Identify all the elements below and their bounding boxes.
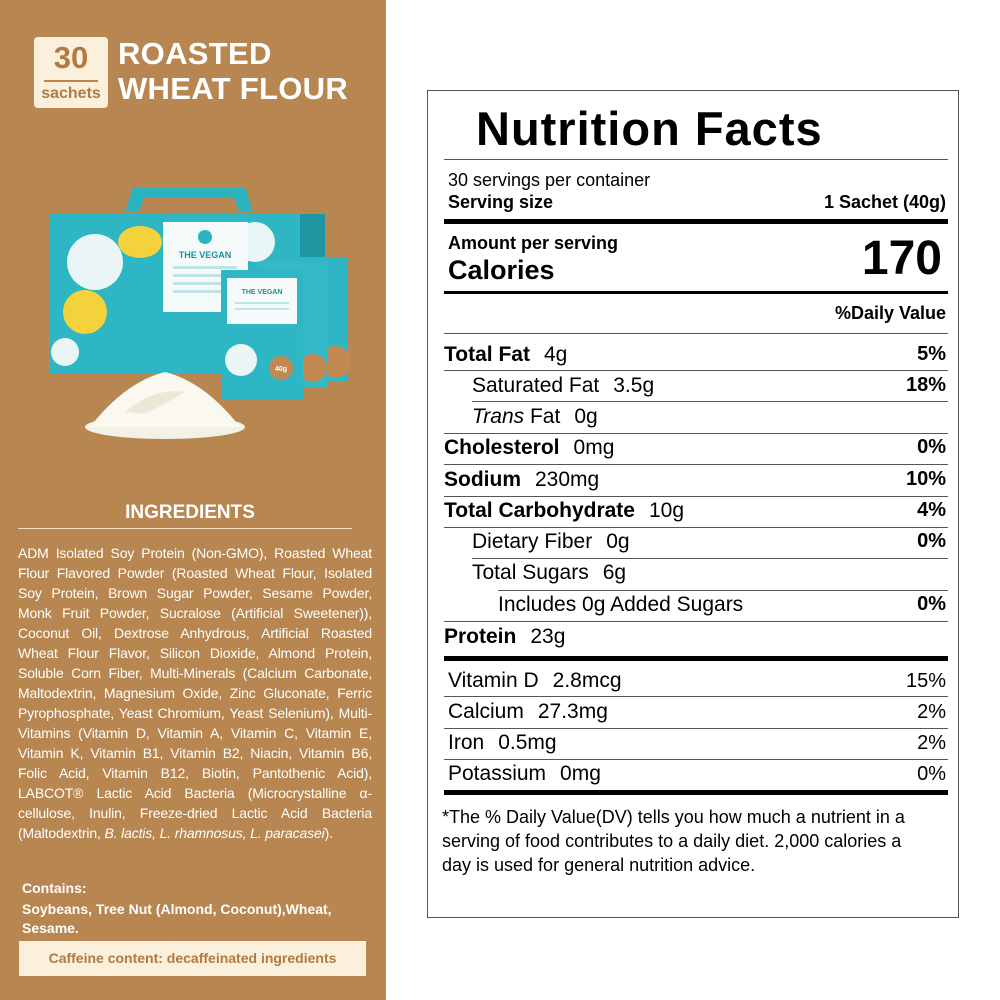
serving-size-value: 1 Sachet (40g) [823, 192, 946, 212]
row-cholesterol [444, 436, 614, 460]
pct-calcium: 2% [917, 701, 946, 723]
ingredients-species: B. lactis, L. rhamnosus, L. paracasei [104, 825, 325, 841]
divider [444, 696, 948, 697]
nutrient-amount: 3.5g [613, 374, 655, 397]
nutrient-label: Saturated Fat [472, 374, 600, 397]
nutrient-label: Total Carbohydrate [444, 499, 635, 522]
contains-label: Contains: [22, 880, 87, 896]
nutrient-amount: 230mg [535, 468, 600, 491]
nutrient-amount: 0.5mg [498, 731, 557, 754]
row-trans-fat [472, 405, 598, 429]
nutrient-amount: 4g [543, 343, 568, 366]
product-title-line-1: ROASTED [118, 36, 272, 71]
nutrient-label-italic: Trans [472, 405, 525, 428]
divider [444, 527, 948, 528]
pct-iron: 2% [917, 732, 946, 754]
ingredients-main: ADM Isolated Soy Protein (Non-GMO), Roasted Wheat Flour Flavored Powder (Roasted Wheat Flour, Isolated Soy Protein, Brown Sugar Powder, Sesame Powder, Monk Fruit Powder, Sucralose (Artificial Sweetener)), Coconut Oil, Dextrose Anhydrous, Artificial Roasted Wheat Flour Flavor, Silicon Dioxide, Almond Protein, Soluble Corn Fiber, Multi-Minerals (Calcium Carbonate, Maltodextrin, Magnesium Oxide, Zinc Gluconate, Ferric Pyrophosphate, Yeast Chromium, Yeast Selenium), Multi-Vitamins (Vitamin D, Vitamin A, Vitamin C, Vitamin E, Vitamin K, Vitamin B1, Vitamin B2, Niacin, Vitamin B6, Folic Acid, Vitamin B12, Biotin, Pantothenic Acid), LABCOT® Lactic Acid Bacteria (Microcrystalline α-cellulose, Inulin, Freeze-dried Lactic Acid Bacteria (Maltodextrin, [18, 545, 372, 841]
product-title-line-2: WHEAT FLOUR [118, 71, 349, 106]
nutrient-label: Iron [448, 731, 485, 754]
nutrient-amount: 27.3mg [537, 700, 608, 723]
sachet-unit: sachets [41, 85, 101, 102]
divider-thick [444, 656, 948, 661]
divider [444, 621, 948, 622]
divider [444, 370, 948, 371]
row-saturated-fat [472, 374, 654, 398]
product-panel [0, 0, 386, 1000]
row-total-carbohydrate [444, 499, 684, 523]
nutrient-amount: 0g [574, 405, 598, 428]
divider-thick [444, 219, 948, 224]
ingredients-heading: INGREDIENTS [125, 502, 255, 523]
divider-mid [444, 291, 948, 294]
divider [472, 558, 948, 559]
calories-label: Calories [448, 255, 555, 285]
sachet-count-badge [34, 37, 108, 108]
pct-vitamin-d: 15% [905, 670, 946, 692]
divider [498, 590, 948, 591]
ingredients-end: ). [324, 825, 333, 841]
serving-size-label: Serving size [448, 192, 554, 212]
calories-value: 170 [861, 232, 942, 285]
nutrient-label: Potassium [448, 762, 547, 785]
row-iron [448, 731, 557, 755]
nutrition-facts-label [427, 90, 959, 918]
caffeine-note: Caffeine content: decaffeinated ingredients [19, 941, 366, 976]
divider-thick [444, 790, 948, 795]
row-vitamin-d [448, 669, 622, 693]
pct-dietary-fiber: 0% [917, 530, 946, 552]
nutrient-amount: 10g [648, 499, 685, 522]
servings-per-container: 30 servings per container [448, 170, 651, 190]
row-total-sugars [472, 561, 626, 585]
nutrition-facts-title: Nutrition Facts [476, 102, 823, 155]
nutrient-label: Vitamin D [448, 669, 539, 692]
row-total-fat [444, 343, 567, 367]
amount-per-serving: Amount per serving [448, 233, 619, 253]
divider [444, 159, 948, 160]
ingredients-text [18, 543, 372, 843]
sachet-weight-label: 40g [274, 366, 288, 373]
divider [444, 496, 948, 497]
box-brand-label: THE VEGAN [178, 250, 232, 260]
nutrient-amount: 2.8mcg [552, 669, 622, 692]
row-sodium [444, 468, 599, 492]
nutrient-label: Total Sugars [472, 561, 589, 584]
pct-added-sugars: 0% [917, 593, 946, 615]
divider [444, 333, 948, 334]
nutrient-label: Protein [444, 625, 517, 648]
divider [444, 759, 948, 760]
ingredients-divider [18, 528, 352, 529]
row-potassium [448, 762, 601, 786]
pct-sodium: 10% [905, 468, 946, 490]
sachet-count: 30 [53, 40, 89, 75]
row-calcium [448, 700, 608, 724]
nutrient-label: Calcium [448, 700, 524, 723]
nutrient-amount: 0mg [573, 436, 615, 459]
divider [444, 728, 948, 729]
divider [444, 464, 948, 465]
nutrient-amount: 6g [602, 561, 627, 584]
row-added-sugars: Includes 0g Added Sugars [498, 593, 744, 616]
daily-value-header: %Daily Value [834, 303, 946, 323]
pct-total-carbohydrate: 4% [917, 499, 946, 521]
nutrient-label: Cholesterol [444, 436, 560, 459]
product-image [45, 182, 375, 452]
nutrient-label: Fat [529, 405, 561, 428]
pct-potassium: 0% [917, 763, 946, 785]
pct-cholesterol: 0% [917, 436, 946, 458]
pct-total-fat: 5% [917, 343, 946, 365]
daily-value-footnote: *The % Daily Value(DV) tells you how much a nutrient in a serving of food contributes to a daily diet. 2,000 calories a day is used for general nutrition advice. [442, 807, 905, 875]
nutrient-amount: 0mg [560, 762, 601, 785]
nutrient-label: Dietary Fiber [472, 530, 593, 553]
nutrient-amount: 0g [606, 530, 630, 553]
divider [444, 433, 948, 434]
badge-divider [44, 80, 98, 82]
svg-text:THE VEGAN: THE VEGAN [241, 289, 283, 296]
nutrient-label: Total Fat [444, 343, 530, 366]
row-dietary-fiber [472, 530, 630, 554]
row-protein [444, 625, 565, 649]
pct-saturated-fat: 18% [905, 374, 946, 396]
nutrient-label: Sodium [444, 468, 521, 491]
divider [472, 401, 948, 402]
contains-text: Soybeans, Tree Nut (Almond, Coconut),Wheat, Sesame. [22, 901, 332, 936]
nutrient-amount: 23g [530, 625, 566, 648]
